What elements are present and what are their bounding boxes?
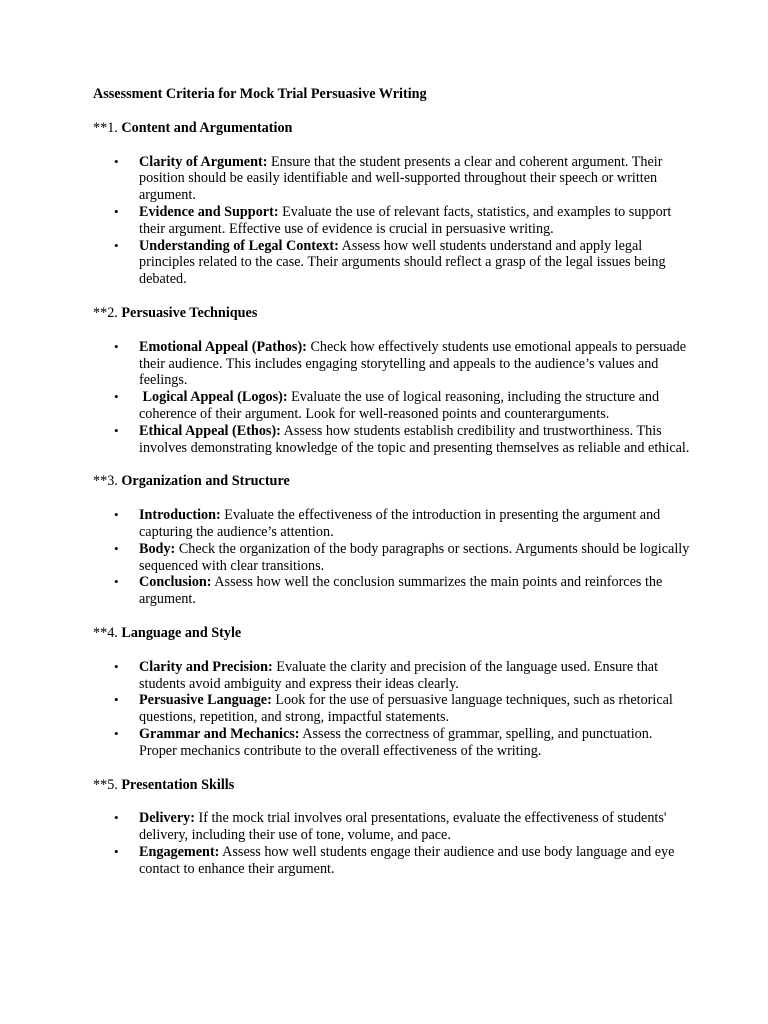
criterion-text: Look for the use of persuasive language techniques, such as rhetorical questions, repetition, and strong, impactful statements. (139, 692, 673, 726)
criterion-item (93, 339, 693, 389)
criterion-text: Assess how well students engage their audience and use body language and eye contact to enhance their argument. (139, 843, 675, 877)
section-title: Persuasive Techniques (121, 304, 258, 321)
bullet-icon: • (114, 507, 119, 523)
criterion-item (93, 726, 693, 760)
bullet-icon: • (114, 574, 119, 590)
criterion-text: Assess the correctness of grammar, spelling, and punctuation. Proper mechanics contribute to the overall effectiveness of the writing. (139, 725, 653, 759)
section-number: **1. (93, 119, 118, 136)
criterion-item (93, 692, 693, 726)
criterion-item (93, 574, 693, 608)
criterion-text: Assess how students establish credibility and trustworthiness. This involves demonstrating knowledge of the topic and presenting themselves as reliable and ethical. (139, 422, 690, 456)
criteria-list (93, 339, 693, 457)
criterion-item (93, 659, 693, 693)
criteria-list (93, 154, 693, 288)
section-heading (93, 305, 693, 322)
bullet-icon: • (114, 237, 119, 253)
section-number: **5. (93, 776, 118, 793)
section-number: **2. (93, 304, 118, 321)
criterion-label: Introduction: (139, 507, 221, 524)
document-page (93, 86, 693, 894)
criterion-label: Engagement: (139, 843, 220, 860)
criterion-label: Body: (139, 540, 176, 557)
section-heading (93, 120, 693, 137)
criterion-item (93, 541, 693, 575)
document-title: Assessment Criteria for Mock Trial Persuasive Writing (93, 86, 427, 102)
criteria-list (93, 659, 693, 760)
criterion-text: Ensure that the student presents a clear and coherent argument. Their position should be easily identifiable and well-supported throughout their speech or written argument. (139, 153, 663, 204)
criterion-item (93, 238, 693, 288)
criterion-label: Clarity of Argument: (139, 153, 268, 170)
criterion-text: Assess how well the conclusion summarizes the main points and reinforces the argument. (139, 574, 663, 608)
bullet-icon: • (114, 658, 119, 674)
criterion-item (93, 423, 693, 457)
bullet-icon: • (114, 389, 119, 405)
bullet-icon: • (114, 810, 119, 826)
criterion-label: Persuasive Language: (139, 692, 272, 709)
criterion-text: If the mock trial involves oral presentations, evaluate the effectiveness of students' delivery, including their use of tone, volume, and pace. (139, 810, 667, 844)
criterion-label: Emotional Appeal (Pathos): (139, 338, 307, 355)
criterion-label: Evidence and Support: (139, 203, 279, 220)
criterion-item (93, 810, 693, 844)
criterion-text: Check how effectively students use emotional appeals to persuade their audience. This includes engaging storytelling and appeals to the audience’s values and feelings. (139, 338, 687, 389)
criterion-text: Evaluate the use of logical reasoning, including the structure and coherence of their argument. Look for well-reasoned points and counterarguments. (139, 389, 660, 422)
section-title: Organization and Structure (121, 473, 290, 490)
criterion-label: Logical Appeal (Logos): (142, 389, 288, 406)
criterion-label: Understanding of Legal Context: (139, 237, 339, 254)
criterion-item (93, 507, 693, 541)
bullet-icon: • (114, 843, 119, 859)
section-title: Language and Style (121, 624, 242, 641)
section-title: Content and Argumentation (121, 119, 293, 136)
criterion-text: Evaluate the clarity and precision of the language used. Ensure that students avoid ambiguity and express their ideas clearly. (139, 658, 659, 692)
section-heading (93, 777, 693, 794)
bullet-icon: • (114, 203, 119, 219)
section-number: **3. (93, 473, 118, 490)
criterion-item (93, 844, 693, 878)
section-heading (93, 473, 693, 490)
bullet-icon: • (114, 153, 119, 169)
criterion-label: Clarity and Precision: (139, 658, 273, 675)
criterion-item (93, 204, 693, 238)
criterion-label: Ethical Appeal (Ethos): (139, 422, 281, 439)
criteria-list (93, 507, 693, 608)
criterion-text: Assess how well students understand and apply legal principles related to the case. Their arguments should reflect a grasp of the legal issues being debated. (139, 237, 666, 288)
section-number: **4. (93, 624, 118, 641)
criterion-label: Grammar and Mechanics: (139, 725, 300, 742)
criterion-item (93, 389, 693, 423)
bullet-icon: • (114, 422, 119, 438)
criterion-text: Evaluate the effectiveness of the introduction in presenting the argument and capturing the audience’s attention. (139, 507, 661, 540)
criterion-text: Check the organization of the body paragraphs or sections. Arguments should be logically sequenced with clear transitions. (139, 540, 690, 574)
section-title: Presentation Skills (121, 776, 235, 793)
criterion-item (93, 154, 693, 204)
criterion-label: Delivery: (139, 810, 195, 827)
bullet-icon: • (114, 692, 119, 708)
criteria-list (93, 810, 693, 877)
criterion-text: Evaluate the use of relevant facts, statistics, and examples to support their argument. Effective use of evidence is crucial in persuasive writing. (139, 203, 672, 237)
bullet-icon: • (114, 540, 119, 556)
section-heading (93, 625, 693, 642)
bullet-icon: • (114, 725, 119, 741)
criterion-label: Conclusion: (139, 574, 212, 591)
bullet-icon: • (114, 338, 119, 354)
